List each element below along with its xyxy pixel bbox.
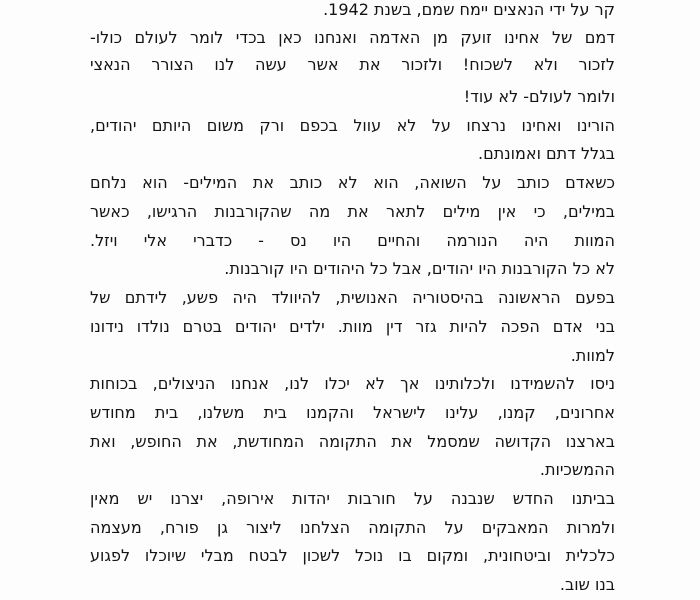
text-line: ולמרות המאבקים על התקומה הצלחנו ליצור גן פורח, מעצמה — [90, 518, 615, 537]
text-line: קר על ידי הנאצים יימח שמם, בשנת 1942. — [323, 0, 615, 19]
text-line: אחרונים, קמנו, עלינו לישראל והקמנו בית משלנו, בית מחודש — [90, 403, 615, 422]
text-line: לא כל הקורבנות היו יהודים, אבל כל היהודים היו קורבנות. — [224, 259, 615, 278]
text-line: דמם של אחינו זועק מן האדמה ואנחנו כאן בכדי לומר לעולם כולו- — [90, 28, 615, 47]
text-line: ניסו להשמידנו ולכלותינו אך לא יכלו לנו, אנחנו הניצולים, בכוחות — [90, 374, 615, 393]
text-line: בארצנו הקדושה שמסמל את התקומה המחודשת, את החופש, ואת — [90, 432, 615, 451]
text-line: כשאדם כותב על השואה, הוא לא כותב את המילים- הוא נלחם — [90, 173, 615, 192]
text-line: כלכלית וביטחונית, ומקום בו נוכל לשכון לבטח מבלי שיוכלו לפגוע — [90, 546, 615, 565]
text-line: במילים, כי אין מילים לתאר את מה שהקורבנות הרגישו, כאשר — [90, 202, 615, 221]
text-line: הורינו ואחינו נרצחו על לא עוול בכפם ורק משום היותם יהודים, — [90, 116, 615, 135]
text-line: ההמשכיות. — [539, 460, 615, 479]
text-line: בני אדם הפכה להיות גזר דין מוות. ילדים יהודים בטרם נולדו נידונו — [90, 317, 615, 336]
text-line: בנו שוב. — [559, 575, 615, 594]
text-line: לזכור ולא לשכוח! ולזכור את אשר עשה לנו הצורר הנאצי — [90, 55, 615, 74]
text-line: בביתנו החדש שנבנה על חורבות יהדות אירופה, יצרנו יש מאין — [90, 489, 615, 508]
text-line: בפעם הראשונה בהיסטוריה האנושית, להיוולד היה פשע, לידתם של — [90, 288, 615, 307]
text-line: בגלל דתם ואמונתם. — [478, 144, 615, 163]
text-line: למוות. — [570, 346, 615, 365]
text-line: המוות היה הנורמה והחיים היו נס - כדברי אלי ויזל. — [90, 231, 615, 250]
text-line: ולומר לעולם- לא עוד! — [463, 87, 615, 106]
